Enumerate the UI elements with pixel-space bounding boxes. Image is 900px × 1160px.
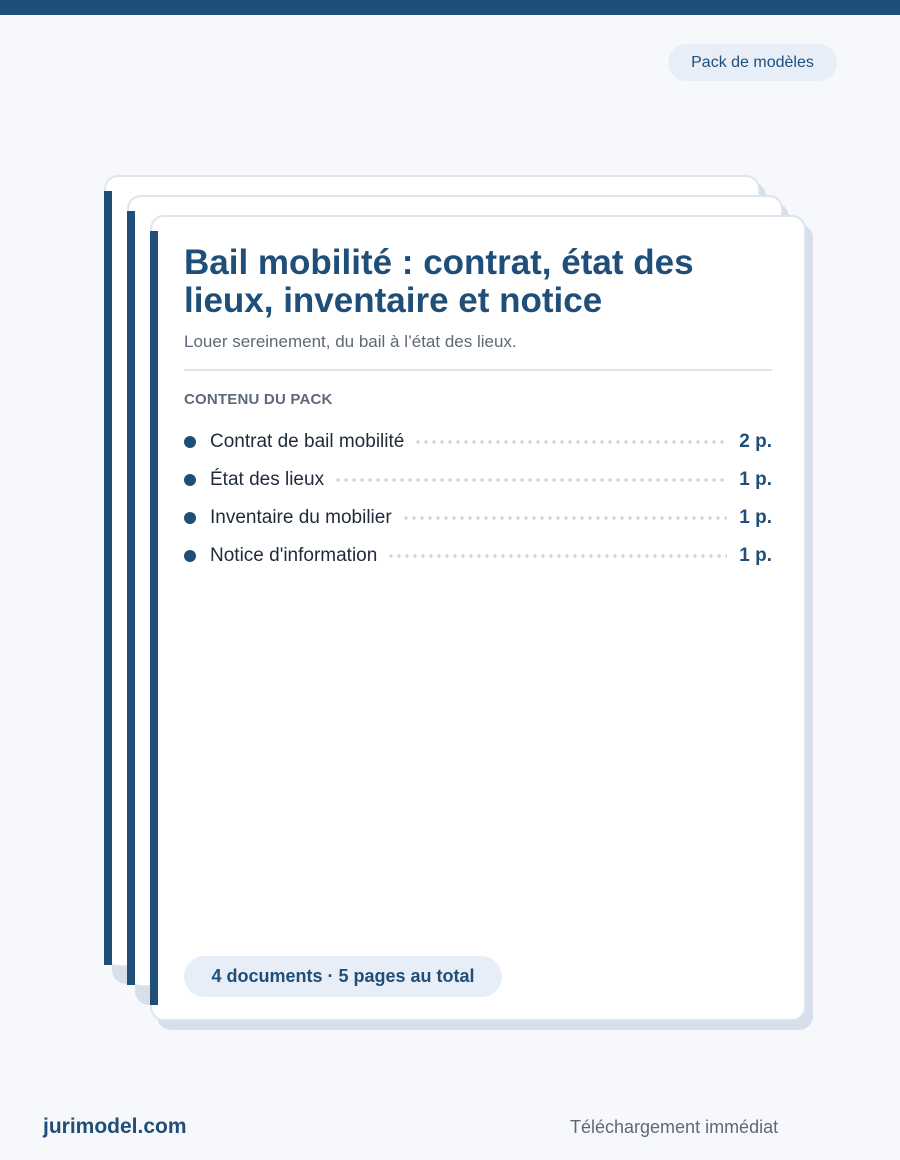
- bullet-icon: [184, 512, 196, 524]
- document-pages: 1 p.: [739, 507, 772, 528]
- section-label: CONTENU DU PACK: [184, 391, 333, 408]
- top-accent-bar: [0, 0, 900, 15]
- dot-leader: [414, 440, 727, 444]
- footer-brand[interactable]: jurimodel.com: [43, 1115, 187, 1138]
- document-name: Inventaire du mobilier: [210, 507, 392, 528]
- list-item: [184, 537, 772, 575]
- bullet-icon: [184, 436, 196, 448]
- dot-leader: [402, 516, 728, 520]
- document-name: Contrat de bail mobilité: [210, 431, 405, 452]
- pack-badge: Pack de modèles: [668, 44, 837, 81]
- list-item: [184, 423, 772, 461]
- summary-pill: 4 documents · 5 pages au total: [184, 956, 502, 997]
- document-pages: 1 p.: [739, 545, 772, 566]
- dot-leader: [387, 554, 727, 558]
- footer-note: Téléchargement immédiat: [570, 1117, 779, 1137]
- card-divider: [184, 369, 772, 371]
- card-title: Bail mobilité : contrat, état des lieux, inventaire et notice: [184, 243, 694, 320]
- document-pages: 2 p.: [739, 431, 772, 452]
- card-subtitle: Louer sereinement, du bail à l’état des lieux.: [184, 332, 517, 351]
- document-name: Notice d'information: [210, 545, 378, 566]
- sheet-back-accent: [104, 191, 112, 965]
- document-name: État des lieux: [210, 469, 325, 490]
- list-item: [184, 461, 772, 499]
- document-card-accent: [150, 231, 158, 1005]
- bullet-icon: [184, 550, 196, 562]
- bullet-icon: [184, 474, 196, 486]
- sheet-middle-accent: [127, 211, 135, 985]
- document-list: [184, 423, 772, 575]
- document-pages: 1 p.: [739, 469, 772, 490]
- dot-leader: [334, 478, 727, 482]
- list-item: [184, 499, 772, 537]
